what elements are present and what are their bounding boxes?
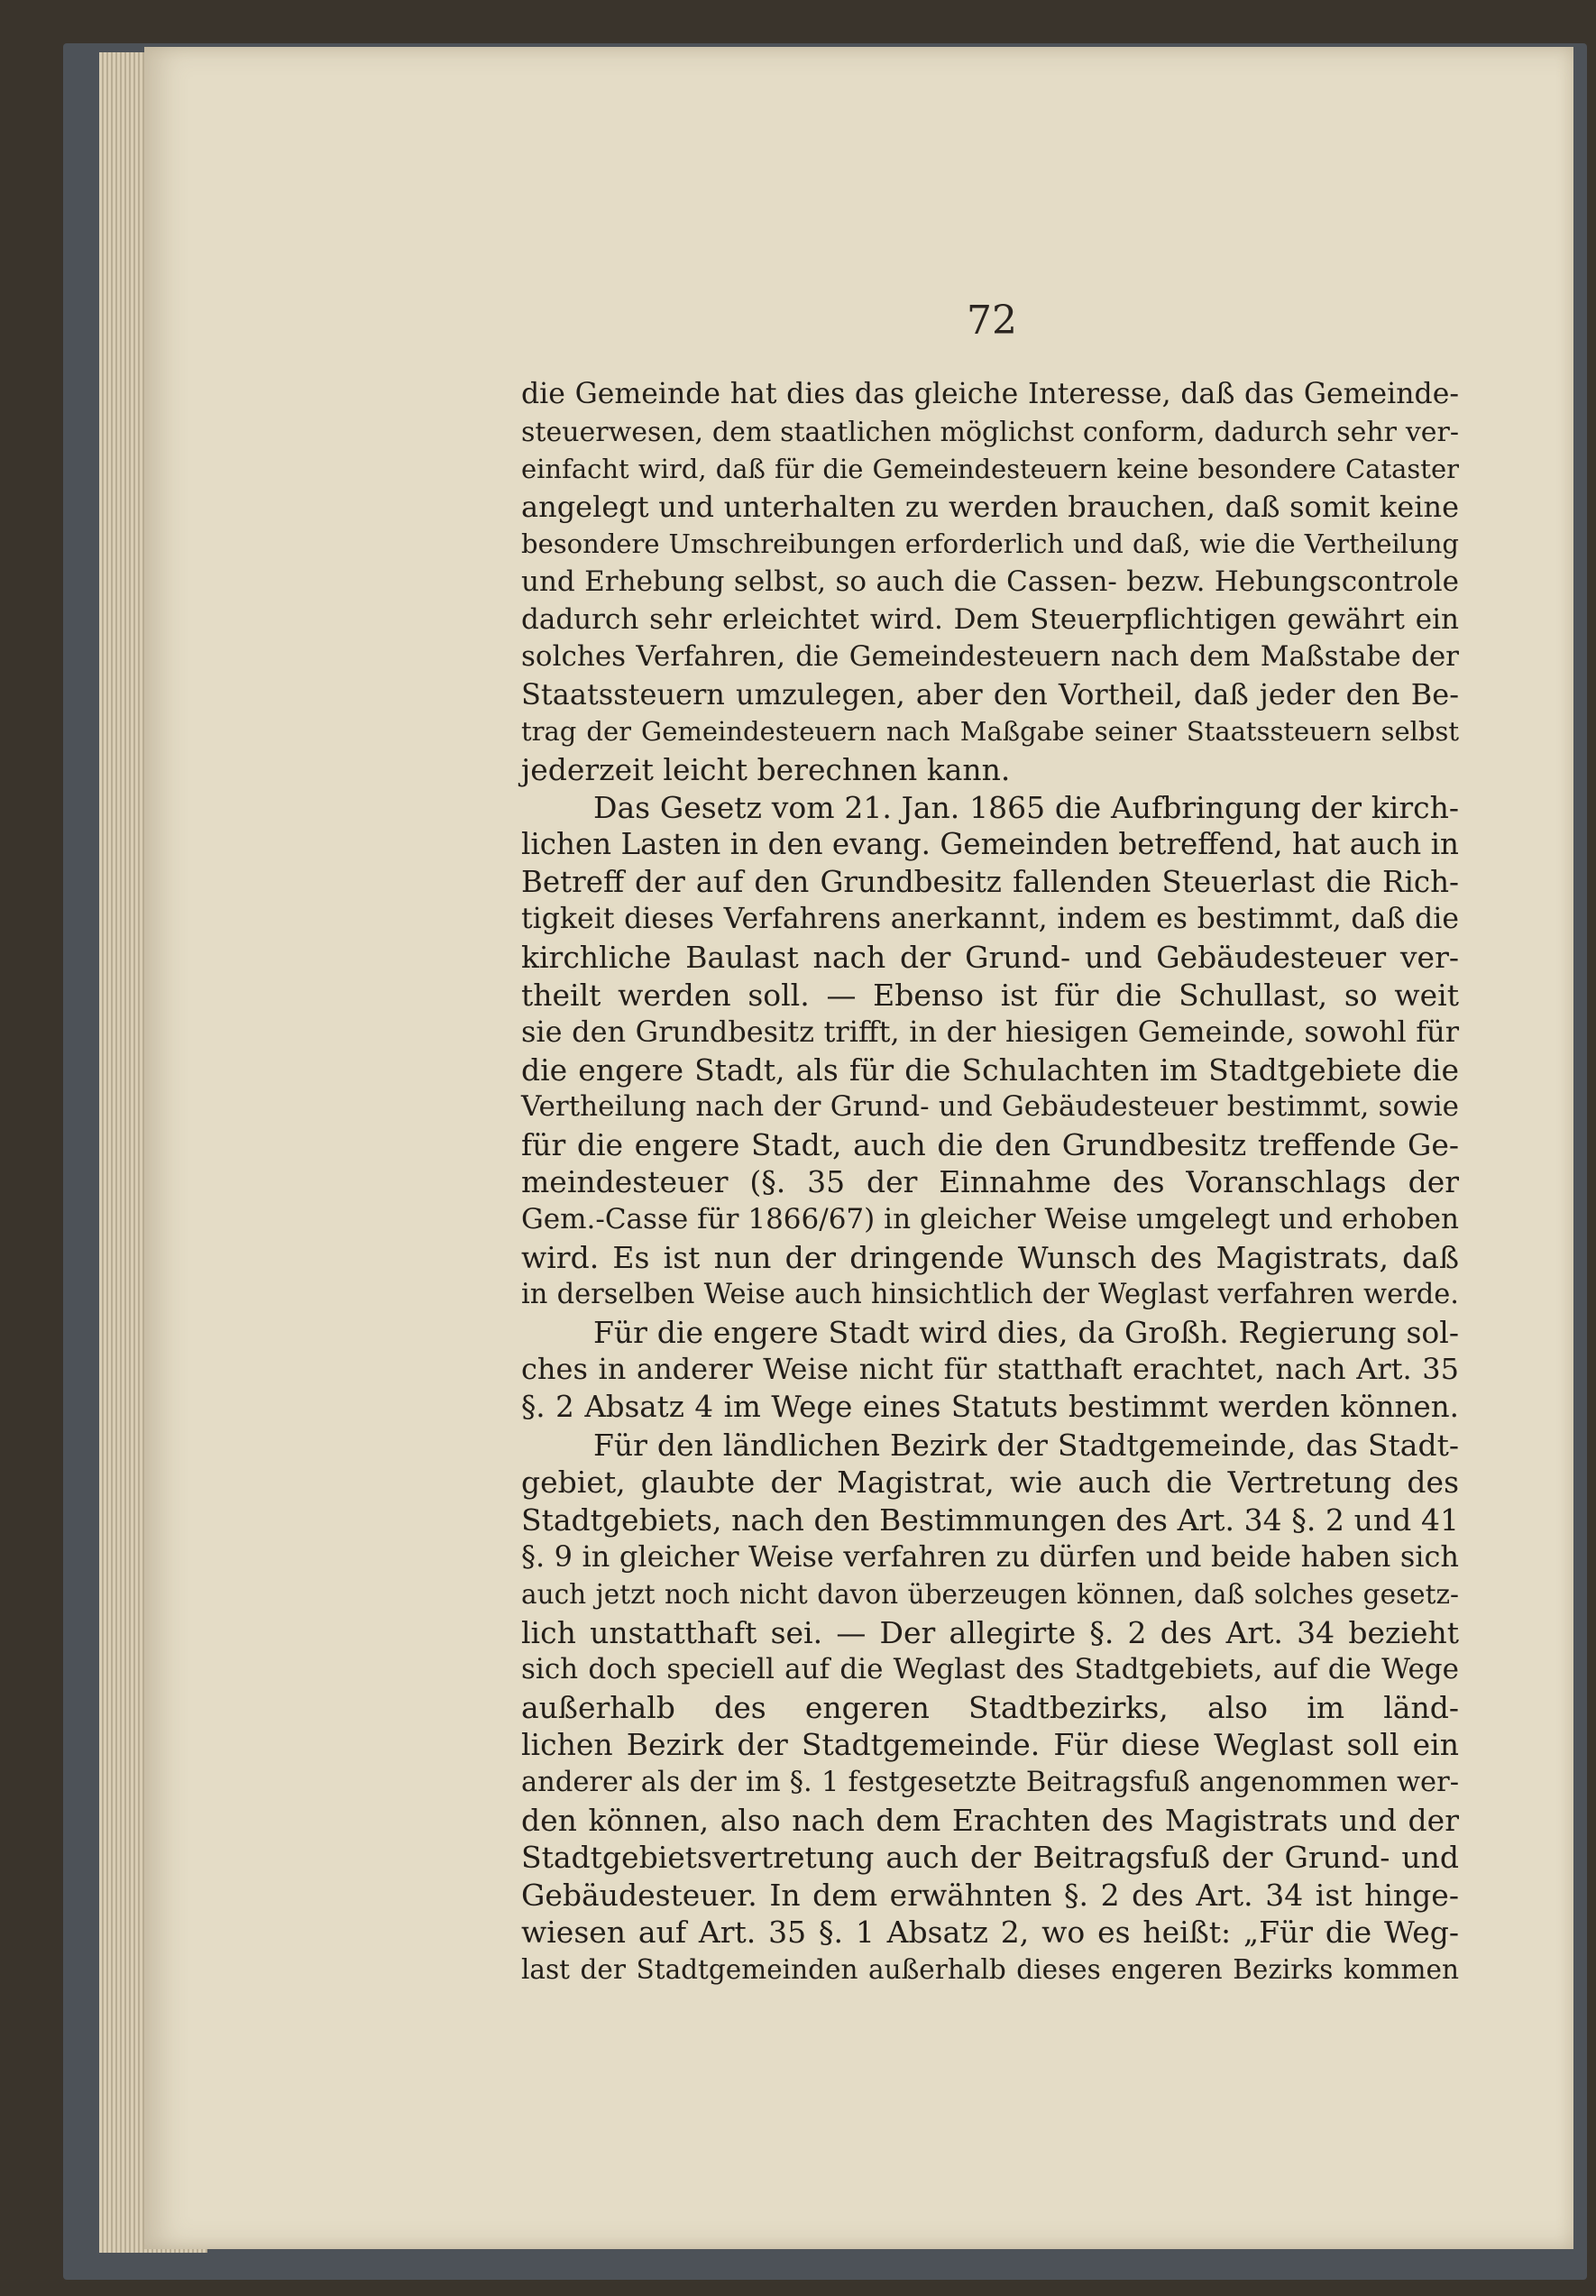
text-line: dadurch sehr erleichtet wird. Dem Steuerpflichtigen gewährt ein (521, 602, 1459, 636)
text-line: Das Gesetz vom 21. Jan. 1865 die Aufbringung der kirch- (593, 789, 1459, 825)
text-line: anderer als der im §. 1 festgesetzte Beitragsfuß angenommen wer- (521, 1766, 1459, 1798)
text-line: wird. Es ist nun der dringende Wunsch des Magistrats, daß (521, 1239, 1459, 1275)
paragraph (521, 1427, 1459, 1989)
text-line: für die engere Stadt, auch die den Grundbesitz treffende Ge- (521, 1126, 1459, 1162)
text-line: kirchliche Baulast nach der Grund- und Gebäudesteuer ver- (521, 939, 1459, 975)
paragraph (521, 1314, 1459, 1427)
text-line: ches in anderer Weise nicht für statthaft erachtet, nach Art. 35 (521, 1352, 1459, 1387)
text-line: Betreff der auf den Grundbesitz fallenden Steuerlast die Rich- (521, 864, 1459, 899)
text-line: Gebäudesteuer. In dem erwähnten §. 2 des Art. 34 ist hinge- (521, 1877, 1459, 1913)
text-line: Stadtgebietsvertretung auch der Beitragsfuß der Grund- und (521, 1840, 1459, 1876)
text-line: steuerwesen, dem staatlichen möglichst conform, dadurch sehr ver- (521, 416, 1459, 448)
text-line: Gem.-Casse für 1866/67) in gleicher Weise umgelegt und erhoben (521, 1203, 1459, 1236)
text-line: den können, also nach dem Erachten des Magistrats und der (521, 1802, 1459, 1838)
text-line: §. 9 in gleicher Weise verfahren zu dürfen und beide haben sich (521, 1539, 1459, 1575)
text-line: theilt werden soll. — Ebenso ist für die Schullast, so weit (521, 977, 1459, 1013)
text-line: §. 2 Absatz 4 im Wege eines Statuts bestimmt werden können. (521, 1390, 1459, 1425)
body-text (521, 376, 1459, 1989)
text-line: solches Verfahren, die Gemeindesteuern nach dem Maßstabe der (521, 640, 1459, 674)
page-number: 72 (967, 298, 1017, 344)
text-line: jederzeit leicht berechnen kann. (521, 751, 1011, 787)
text-line: außerhalb des engeren Stadtbezirks, also im länd- (521, 1689, 1459, 1725)
text-line: Staatssteuern umzulegen, aber den Vortheil, daß jeder den Be- (521, 676, 1459, 712)
text-line: und Erhebung selbst, so auch die Cassen- bezw. Hebungscontrole (521, 565, 1459, 598)
text-line: sie den Grundbesitz trifft, in der hiesigen Gemeinde, sowohl für (521, 1015, 1459, 1050)
paragraph (521, 789, 1459, 1314)
text-line: in derselben Weise auch hinsichtlich der Weglast verfahren werde. (521, 1279, 1459, 1311)
text-line: die Gemeinde hat dies das gleiche Interesse, daß das Gemeinde- (521, 378, 1459, 410)
text-line: lichen Lasten in den evang. Gemeinden betreffend, hat auch in (521, 827, 1459, 862)
text-line: angelegt und unterhalten zu werden brauchen, daß somit keine (521, 489, 1459, 524)
text-line: Für die engere Stadt wird dies, da Großh. Regierung sol- (593, 1314, 1459, 1350)
text-line: meindesteuer (§. 35 der Einnahme des Voranschlags der (521, 1164, 1459, 1200)
text-line: die engere Stadt, als für die Schulachten im Stadtgebiete die (521, 1052, 1459, 1088)
text-line: wiesen auf Art. 35 §. 1 Absatz 2, wo es heißt: „Für die Weg- (521, 1915, 1459, 1951)
text-line: tigkeit dieses Verfahrens anerkannt, indem es bestimmt, daß die (521, 903, 1459, 936)
paragraph (521, 376, 1459, 789)
text-line: Stadtgebiets, nach den Bestimmungen des Art. 34 §. 2 und 41 (521, 1502, 1459, 1538)
text-line: Für den ländlichen Bezirk der Stadtgemeinde, das Stadt- (593, 1427, 1459, 1463)
text-line: einfacht wird, daß für die Gemeindesteuern keine besondere Cataster (521, 454, 1459, 485)
text-line: lichen Bezirk der Stadtgemeinde. Für diese Weglast soll ein (521, 1727, 1459, 1763)
text-line: besondere Umschreibungen erforderlich und daß, wie die Vertheilung (521, 528, 1459, 560)
text-line: last der Stadtgemeinden außerhalb dieses engeren Bezirks kommen (521, 1953, 1459, 1985)
text-line: auch jetzt noch nicht davon überzeugen können, daß solches gesetz- (521, 1579, 1459, 1610)
text-line: lich unstatthaft sei. — Der allegirte §. 2 des Art. 34 bezieht (521, 1614, 1459, 1650)
text-line: Vertheilung nach der Grund- und Gebäudesteuer bestimmt, sowie (521, 1090, 1459, 1124)
text-line: gebiet, glaubte der Magistrat, wie auch die Vertretung des (521, 1465, 1459, 1501)
text-line: sich doch speciell auf die Weglast des Stadtgebiets, auf die Wege (521, 1653, 1459, 1686)
text-line: trag der Gemeindesteuern nach Maßgabe seiner Staatssteuern selbst (521, 716, 1459, 748)
